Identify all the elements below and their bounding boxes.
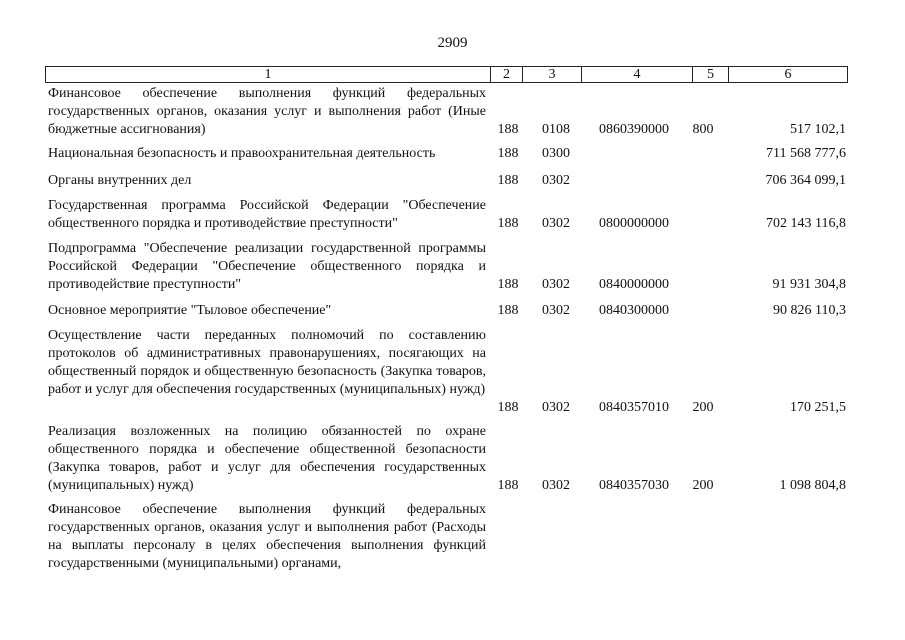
row-cs: 0860390000: [599, 122, 669, 137]
row-rz: 0108: [542, 122, 570, 137]
header-col-3: 3: [523, 67, 582, 82]
row-gr: 188: [497, 400, 519, 415]
row-name: Подпрограмма "Обеспечение реализации государственной программы Российской Федерации "Обеспечение общественного порядка и противодействие преступности": [48, 241, 486, 292]
row-name: Основное мероприятие "Тыловое обеспечение": [48, 303, 332, 318]
table-row: [0, 327, 905, 417]
header-col-2: 2: [491, 67, 523, 82]
table-header: [45, 66, 848, 83]
row-rz: 0302: [542, 478, 570, 493]
row-name: Финансовое обеспечение выполнения функций федеральных государственных органов, оказания услуг и выполнения работ (Расходы на выплаты персоналу в целях обеспечения выполнения функций государственными (муниципальными) органами,: [48, 502, 486, 571]
row-gr: 188: [497, 173, 519, 188]
table-row: [0, 172, 905, 190]
row-name: Национальная безопасность и правоохранительная деятельность: [48, 146, 436, 161]
row-gr: 188: [497, 216, 519, 231]
row-sum: 91 931 304,8: [772, 277, 846, 292]
row-rz: 0302: [542, 277, 570, 292]
row-name: Государственная программа Российской Федерации "Обеспечение общественного порядка и противодействие преступности": [48, 198, 486, 231]
header-col-6: 6: [784, 67, 792, 82]
row-name: Реализация возложенных на полицию обязанностей по охране общественного порядка и обеспечение общественной безопасности (Закупка товаров, работ и услуг для обеспечения государственных (муниципальных) нужд): [48, 424, 486, 493]
table-row: [0, 145, 905, 163]
row-rz: 0302: [542, 216, 570, 231]
row-gr: 188: [497, 478, 519, 493]
table-row: [0, 240, 905, 294]
table-row: [0, 501, 905, 573]
row-gr: 188: [497, 122, 519, 137]
table-row: [0, 197, 905, 233]
row-sum: 90 826 110,3: [773, 303, 846, 318]
row-cs: 0840357010: [599, 400, 669, 415]
row-sum: 711 568 777,6: [766, 146, 846, 161]
row-rz: 0300: [542, 146, 570, 161]
table-row: [0, 423, 905, 495]
row-sum: 1 098 804,8: [779, 478, 846, 493]
header-col-4: 4: [582, 67, 693, 82]
row-sum: 706 364 099,1: [765, 173, 846, 188]
row-vr: 800: [692, 122, 714, 137]
row-vr: 200: [692, 478, 714, 493]
row-name: Осуществление части переданных полномочий по составлению протоколов об административных правонарушениях, посягающих на общественный порядок и общественную безопасность (Закупка товаров, работ и услуг для обеспечения государственных (муниципальных) нужд): [48, 328, 486, 397]
row-vr: 200: [692, 400, 714, 415]
row-gr: 188: [497, 277, 519, 292]
row-cs: 0800000000: [599, 216, 669, 231]
row-sum: 702 143 116,8: [766, 216, 846, 231]
row-rz: 0302: [542, 173, 570, 188]
row-rz: 0302: [542, 400, 570, 415]
row-sum: 517 102,1: [790, 122, 846, 137]
row-cs: 0840357030: [599, 478, 669, 493]
page-number: 2909: [437, 35, 468, 51]
row-cs: 0840300000: [599, 303, 669, 318]
header-col-5: 5: [693, 67, 729, 82]
row-sum: 170 251,5: [790, 400, 846, 415]
row-rz: 0302: [542, 303, 570, 318]
row-name: Финансовое обеспечение выполнения функций федеральных государственных органов, оказания услуг и выполнения работ (Иные бюджетные ассигнования): [48, 86, 486, 137]
row-name: Органы внутренних дел: [48, 173, 192, 188]
row-gr: 188: [497, 303, 519, 318]
row-gr: 188: [497, 146, 519, 161]
header-col-1: 1: [46, 67, 491, 82]
table-row: [0, 85, 905, 139]
table-row: [0, 302, 905, 320]
row-cs: 0840000000: [599, 277, 669, 292]
